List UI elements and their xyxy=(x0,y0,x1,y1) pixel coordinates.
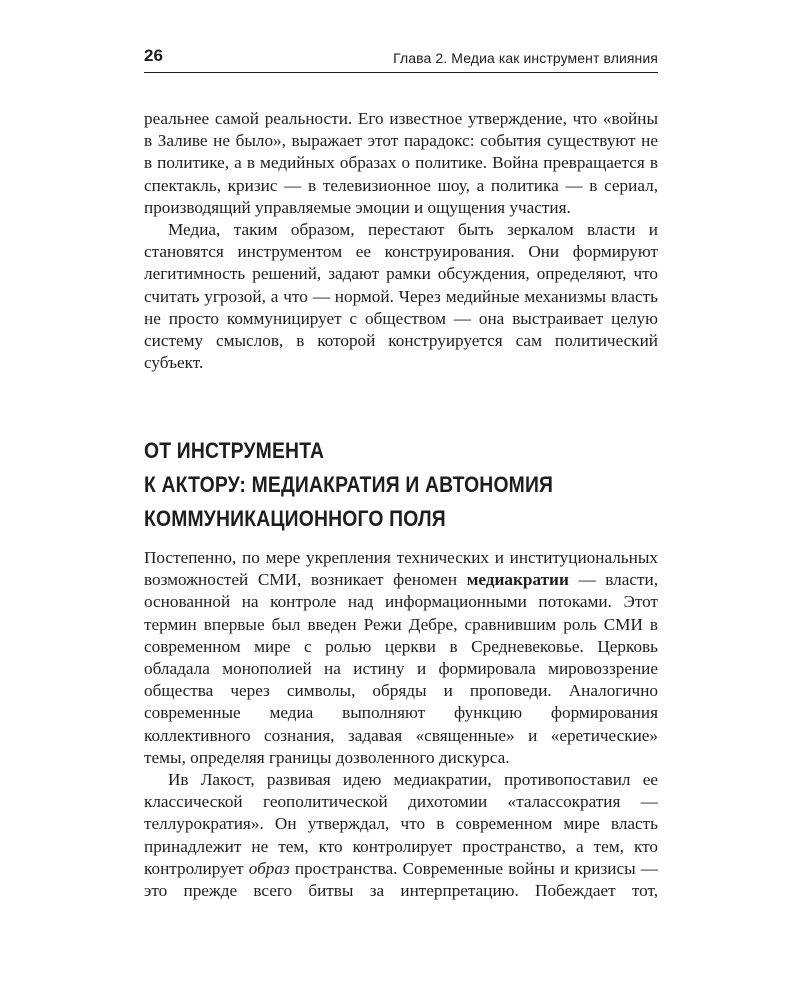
paragraph-4-rest: пространства. Современные войны и кризисы — это прежде всего битвы за интерпретацию. Побеждает тот, xyxy=(144,858,658,901)
paragraph-3 xyxy=(144,547,658,769)
text-block-2 xyxy=(144,547,658,902)
paragraph-3-start: Постепенно, по мере укрепления технических и институциональных возможностей СМИ, возникает феномен xyxy=(144,548,658,590)
page-number: 26 xyxy=(144,46,163,65)
paragraph-3-rest: — власти, основанной на контроле над информационными потоками. Этот термин впервые был введен Режи Дебре, сравнившим роль СМИ в современном мире с ролью церкви в Средневековье. Церковь обладала монополией на истину и формировала мировоззрение общества через символы, обряды и проповеди. Аналогично современные медиа выполняют функцию формирования коллективного сознания, задавая «священные» и «еретические» темы, определяя границы дозволенного дискурса. xyxy=(144,570,659,767)
heading-line-3: КОММУНИКАЦИОННОГО ПОЛЯ xyxy=(144,506,446,531)
emphasis-image: образ xyxy=(248,858,290,878)
header-rule xyxy=(144,72,658,73)
heading-line-2: К АКТОРУ: МЕДИАКРАТИЯ И АВТОНОМИЯ xyxy=(144,472,554,497)
term-mediacracy: медиакратии xyxy=(466,570,569,590)
chapter-title: Глава 2. Медиа как инструмент влияния xyxy=(393,50,658,66)
text-block-1 xyxy=(144,108,658,374)
section-heading xyxy=(144,434,586,536)
paragraph-2: Медиа, таким образом, перестают быть зеркалом власти и становятся инструментом ее конструирования. Они формируют легитимность решений, задают рамки обсуждения, определяют, что считать угрозой, а что — нормой. Через медийные механизмы власть не просто коммуницирует с обществом — она выстраивает целую систему смыслов, в которой конструируется сам политический субъект. xyxy=(144,220,658,373)
paragraph-1: реальнее самой реальности. Его известное утверждение, что «войны в Заливе не было», выражает этот парадокс: события существуют не в политике, а в медийных образах о политике. Война превращается в спектакль, кризис — в телевизионное шоу, а политика — в сериал, производящий управляемые эмоции и ощущения участия. xyxy=(144,109,658,217)
heading-line-1: ОТ ИНСТРУМЕНТА xyxy=(144,438,325,463)
running-header xyxy=(144,46,658,66)
paragraph-4-start: Ив Лакост, развивая идею медиакратии, противопоставил ее классической геополитической дихотомии «талассократия — теллурократия». Он утверждал, что в современном мире власть принадлежит не тем, кто контролирует пространство, а тем, кто контролирует xyxy=(144,770,658,878)
paragraph-4 xyxy=(144,769,658,902)
